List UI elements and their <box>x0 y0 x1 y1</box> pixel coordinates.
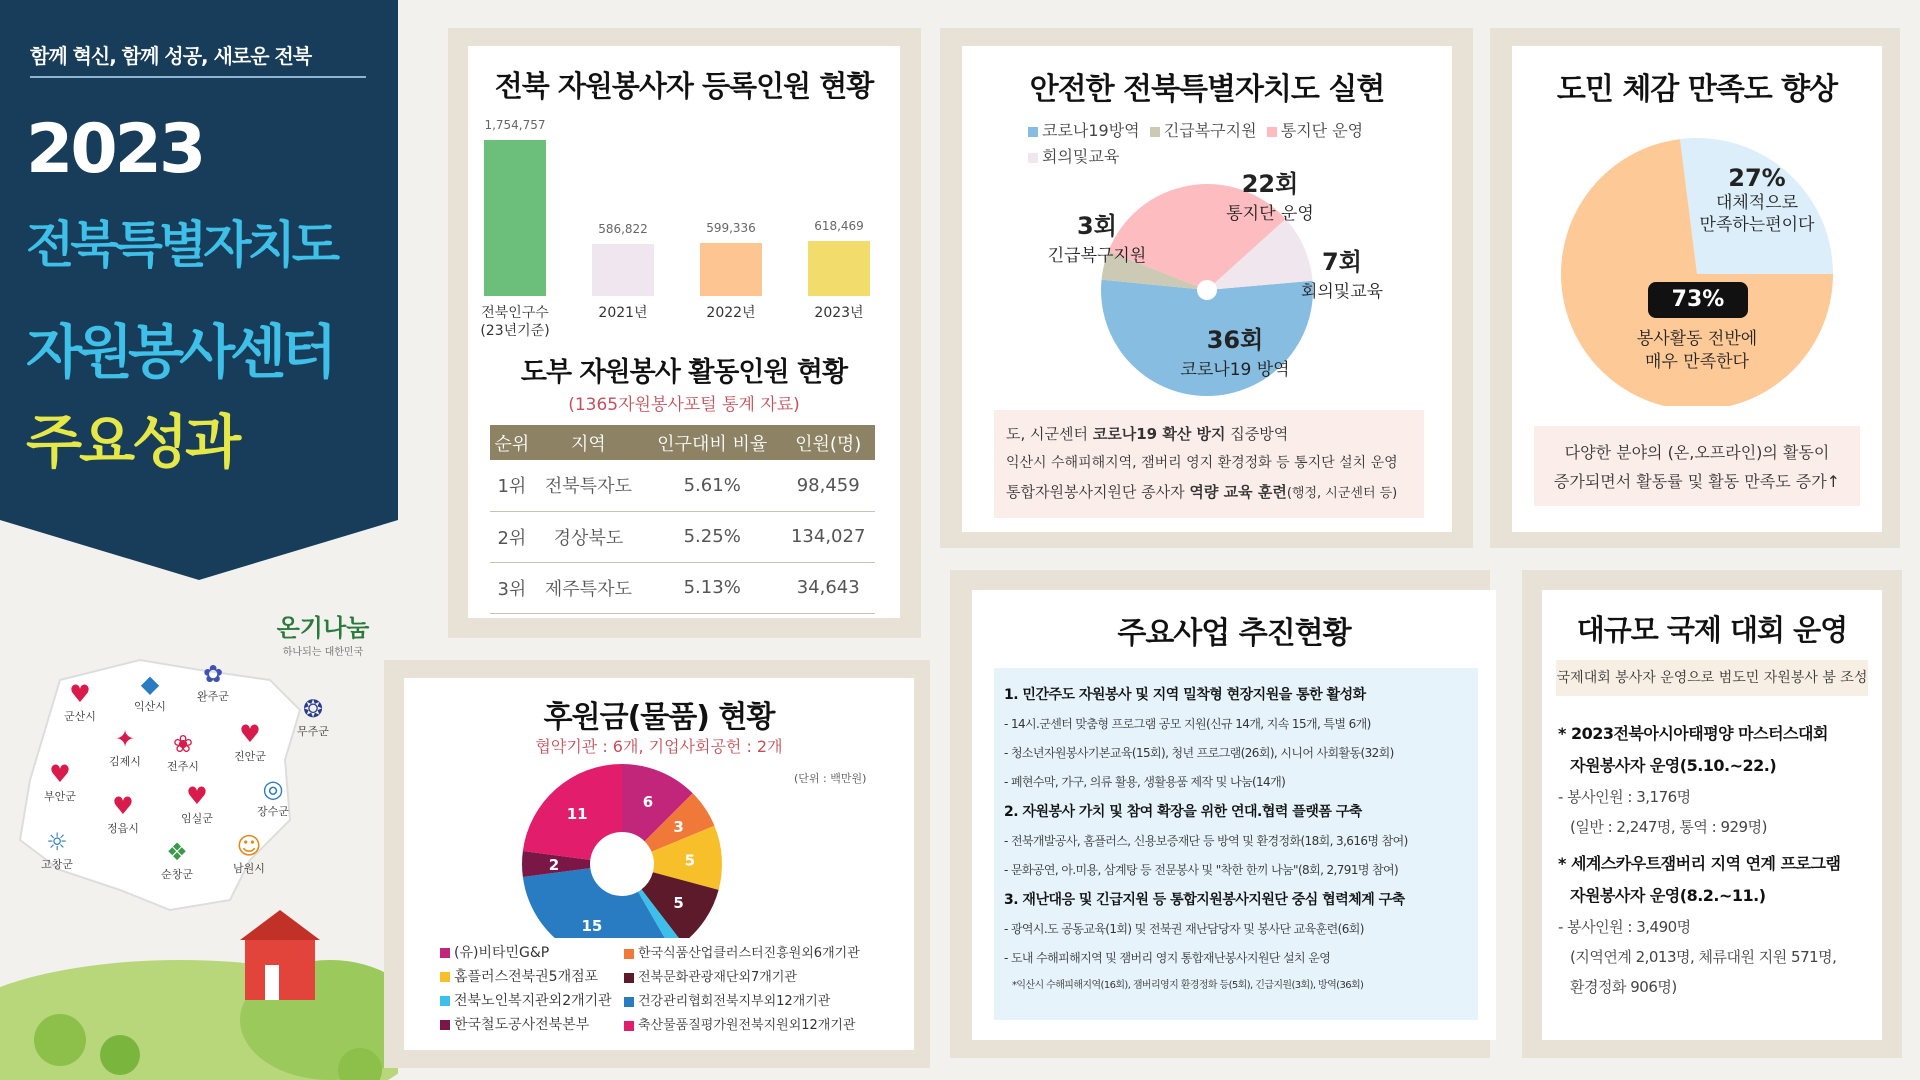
legend-item: 전북노인복지관외2개기관 <box>440 990 612 1010</box>
city-jangsu: ◎ 장수군 <box>238 775 308 819</box>
event-heading: * 2023전북아시아태평양 마스터스대회 <box>1558 724 1828 743</box>
city-gochang: ☼ 고창군 <box>22 828 92 872</box>
legend-item: 긴급복구지원 <box>1150 121 1257 140</box>
note-line: 익산시 수해피해지역, 잼버리 영지 환경정화 등 통지단 설치 운영 <box>1006 455 1398 471</box>
emblem-icon: ☺ <box>236 832 262 860</box>
event-detail: - 봉사인원 : 3,176명 <box>1558 788 1691 806</box>
legend-item: 건강관리협회전북지부외12개기관 <box>624 990 830 1009</box>
emblem-icon: ✿ <box>202 660 224 688</box>
year-title: 2023 <box>26 110 204 189</box>
heart-icon: ♥ <box>69 680 91 708</box>
bar-2 <box>700 243 762 296</box>
satisfaction-title: 도민 체감 만족도 향상 <box>1556 72 1838 107</box>
project-heading: 2. 자원봉사 가치 및 참여 확장을 위한 연대.협력 플랫폼 구축 <box>1004 804 1362 820</box>
bar-3 <box>808 241 870 296</box>
legend-item: 한국식품산업클러스터진흥원외6개기관 <box>624 942 860 961</box>
legend-item: (유)비타민G&P <box>440 942 549 962</box>
emblem-icon: ❀ <box>172 730 194 758</box>
city-gunsan: ♥ 군산시 <box>45 680 115 724</box>
city-iksan: ◆ 익산시 <box>115 670 185 714</box>
table-cell: 98,459 <box>781 460 875 511</box>
table-cell: 34,643 <box>781 562 875 613</box>
donation-subtitle: 협약기관 : 6개, 기업사회공헌 : 2개 <box>535 737 783 756</box>
table-cell: 1위 <box>490 460 534 511</box>
column-header: 인원(명) <box>781 425 875 460</box>
safety-title: 안전한 전북특별자치도 실현 <box>1029 72 1385 107</box>
table-cell: 5.13% <box>643 562 781 613</box>
international-card <box>1542 590 1882 1040</box>
heart-icon: ♥ <box>112 792 134 820</box>
event-detail: - 봉사인원 : 3,490명 <box>1558 918 1691 936</box>
pie-center-dot <box>1197 280 1217 300</box>
bar-value-label: 1,754,757 <box>484 118 546 132</box>
project-detail: - 문화공연, 아.미용, 삼계탕 등 전문봉사 및 "착한 한끼 나눔"(8회, 2,791명 참여) <box>1004 863 1399 877</box>
project-detail: - 청소년자원봉사기본교육(15회), 청년 프로그램(26회), 시니어 사회활동(32회) <box>1004 746 1394 760</box>
satisfaction-highlight-badge: 73% <box>1648 282 1748 318</box>
satisfaction-label-27: 27% 대체적으로 만족하는편이다 <box>1699 164 1815 235</box>
city-imsil: ♥ 임실군 <box>162 782 232 826</box>
emblem-icon: ☼ <box>46 828 68 856</box>
campaign-logo: 온기나눔 하나되는 대한민국 <box>276 614 370 658</box>
registration-title: 전북 자원봉사자 등록인원 현황 <box>494 69 874 103</box>
international-details <box>1558 712 1874 1002</box>
legend-item: 홈플러스전북권5개점포 <box>440 966 598 986</box>
bar-value-label: 599,336 <box>706 220 756 235</box>
note-line: 도, 시군센터 코로나19 확산 방지 집중방역 <box>1006 425 1289 443</box>
donation-card <box>404 678 914 1050</box>
table-cell: 3위 <box>490 562 534 613</box>
slice-label-communication: 22회 통지단 운영 <box>1226 170 1314 224</box>
donation-slice-label: 6 <box>642 793 654 812</box>
event-detail: (일반 : 2,247명, 통역 : 929명) <box>1570 818 1767 836</box>
table-row <box>490 460 875 511</box>
international-banner: 국제대회 봉사자 운영으로 범도민 자원봉사 붐 조성 <box>1556 660 1868 696</box>
donation-slice-label: 11 <box>566 804 588 823</box>
heart-icon: ♥ <box>186 782 208 810</box>
activity-rank-table <box>490 425 875 614</box>
bar-value-label: 586,822 <box>598 221 648 236</box>
note-line: 통합자원봉사지원단 종사자 역량 교육 훈련(행정, 시군센터 등) <box>1006 483 1398 501</box>
project-detail: - 14시.군센터 맞춤형 프로그램 공모 지원(신규 14개, 지속 15개, 특별 6개) <box>1004 717 1371 731</box>
table-header-row <box>490 425 875 460</box>
event-detail: (지역연계 2,013명, 체류대원 지원 571명, <box>1570 948 1837 966</box>
satisfaction-card <box>1512 46 1882 532</box>
donation-donut-chart <box>404 678 914 938</box>
legend-item: 코로나19방역 <box>1028 121 1140 140</box>
donation-slice-label: 2 <box>548 856 560 874</box>
table-cell: 경상북도 <box>534 511 643 562</box>
city-jinan: ♥ 진안군 <box>215 720 285 764</box>
event-heading: 자원봉사자 운영(8.2.~11.) <box>1570 886 1766 905</box>
donation-slice-label: 5 <box>673 893 684 912</box>
title-line-3: 주요성과 <box>26 408 239 476</box>
table-cell: 134,027 <box>781 511 875 562</box>
legend-item: 축산물품질평가원전북지원외12개기관 <box>624 1014 855 1033</box>
project-heading: 1. 민간주도 자원봉사 및 지역 밀착형 현장지원을 통한 활성화 <box>1004 687 1366 703</box>
registration-bar-chart <box>468 46 900 346</box>
bar-1 <box>592 244 654 296</box>
bar-category-label: 전북인구수 (23년기준) <box>480 305 550 339</box>
table-cell: 제주특자도 <box>534 562 643 613</box>
satisfaction-note: 다양한 분야의 (온,오프라인)의 활동이 증가되면서 활동률 및 활동 만족도 증가↑ <box>1534 426 1860 506</box>
slice-label-education: 7회 회의및교육 <box>1300 248 1384 302</box>
legend-item: 전북문화관광재단외7개기관 <box>624 966 797 985</box>
bar-value-label: 618,469 <box>814 219 864 234</box>
projects-list <box>994 668 1478 1020</box>
city-namwon: ☺ 남원시 <box>214 832 284 876</box>
donation-slice-label: 3 <box>673 818 684 837</box>
table-cell: 전북특자도 <box>534 460 643 511</box>
emblem-icon: ◆ <box>140 670 160 698</box>
column-header: 인구대비 비율 <box>643 425 781 460</box>
safety-card <box>962 46 1452 532</box>
projects-card <box>972 590 1496 1040</box>
satisfaction-label-73: 봉사활동 전반에 매우 만족한다 <box>1636 329 1758 372</box>
legend-item: 회의및교육 <box>1028 147 1119 166</box>
projects-title: 주요사업 추진현황 <box>1117 616 1351 651</box>
event-detail: 환경정화 906명) <box>1570 978 1677 996</box>
activity-title: 도부 자원봉사 활동인원 현황 <box>520 357 848 388</box>
title-line-2: 자원봉사센터 <box>26 318 333 386</box>
jeonbuk-map-illustration <box>0 600 398 1080</box>
column-header: 순위 <box>490 425 534 460</box>
table-row <box>490 511 875 562</box>
title-line-1: 전북특별자치도 <box>26 216 337 274</box>
bar-category-label: 2023년 <box>814 305 864 321</box>
project-detail: - 전북개발공사, 홈플러스, 신용보증재단 등 방역 및 환경정화(18회, 3,616명 참여) <box>1004 834 1408 848</box>
emblem-icon: ❂ <box>302 695 324 723</box>
table-cell: 5.61% <box>643 460 781 511</box>
city-jeongeup: ♥ 정읍시 <box>88 792 158 836</box>
project-detail: - 도내 수해피해지역 및 잼버리 영지 통합재난봉사지원단 설치 운영 <box>1004 951 1331 965</box>
city-sunchang: ❖ 순창군 <box>142 838 212 882</box>
bar-category-label: 2021년 <box>598 305 648 321</box>
table-row <box>490 562 875 613</box>
slice-label-covid: 36회 코로나19 방역 <box>1180 326 1290 380</box>
table-cell: 5.25% <box>643 511 781 562</box>
title-panel <box>0 0 398 580</box>
city-buan: ♥ 부안군 <box>25 760 95 804</box>
donation-unit: (단위 : 백만원) <box>794 772 867 785</box>
heart-icon: ♥ <box>49 760 71 788</box>
slogan-divider <box>30 76 366 78</box>
legend-item: 통지단 운영 <box>1267 121 1363 140</box>
event-heading: * 세계스카우트잼버리 지역 연계 프로그램 <box>1558 854 1841 873</box>
event-heading: 자원봉사자 운영(5.10.~22.) <box>1570 756 1777 775</box>
activity-source: (1365자원봉사포털 통계 자료) <box>568 395 800 415</box>
international-title: 대규모 국제 대회 운영 <box>1576 613 1848 647</box>
emblem-icon: ◎ <box>262 775 284 803</box>
project-detail: *익산시 수해피해지역(16회), 잼버리영지 환경정화 등(5회), 긴급지원(3회), 방역(36회) <box>1012 980 1364 991</box>
donation-slice-label: 15 <box>581 916 603 935</box>
emblem-icon: ❖ <box>166 838 188 866</box>
legend-item: 한국철도공사전북본부 <box>440 1014 589 1034</box>
city-wanju: ✿ 완주군 <box>178 660 248 704</box>
project-detail: - 폐현수막, 가구, 의류 활용, 생활용품 제작 및 나눔(14개) <box>1004 775 1286 789</box>
donation-title: 후원금(물품) 현황 <box>543 700 775 735</box>
bar-0 <box>484 140 546 296</box>
safety-notes <box>994 410 1424 518</box>
project-detail: - 광역시.도 공동교육(1회) 및 전북권 재난담당자 및 봉사단 교육훈련(6회) <box>1004 922 1364 936</box>
city-jeonju: ❀ 전주시 <box>148 730 218 774</box>
column-header: 지역 <box>534 425 643 460</box>
bar-category-label: 2022년 <box>706 305 756 321</box>
city-gimje: ✦ 김제시 <box>90 725 160 769</box>
slogan: 함께 혁신, 함께 성공, 새로운 전북 <box>30 44 312 68</box>
table-cell: 2위 <box>490 511 534 562</box>
emblem-icon: ✦ <box>114 725 136 753</box>
heart-icon: ♥ <box>239 720 261 748</box>
city-muju: ❂ 무주군 <box>278 695 348 739</box>
slice-label-emergency: 3회 긴급복구지원 <box>1047 212 1147 266</box>
donation-slice-label: 5 <box>684 851 696 870</box>
project-heading: 3. 재난대응 및 긴급지원 등 통합지원봉사지원단 중심 협력체계 구축 <box>1004 892 1405 908</box>
